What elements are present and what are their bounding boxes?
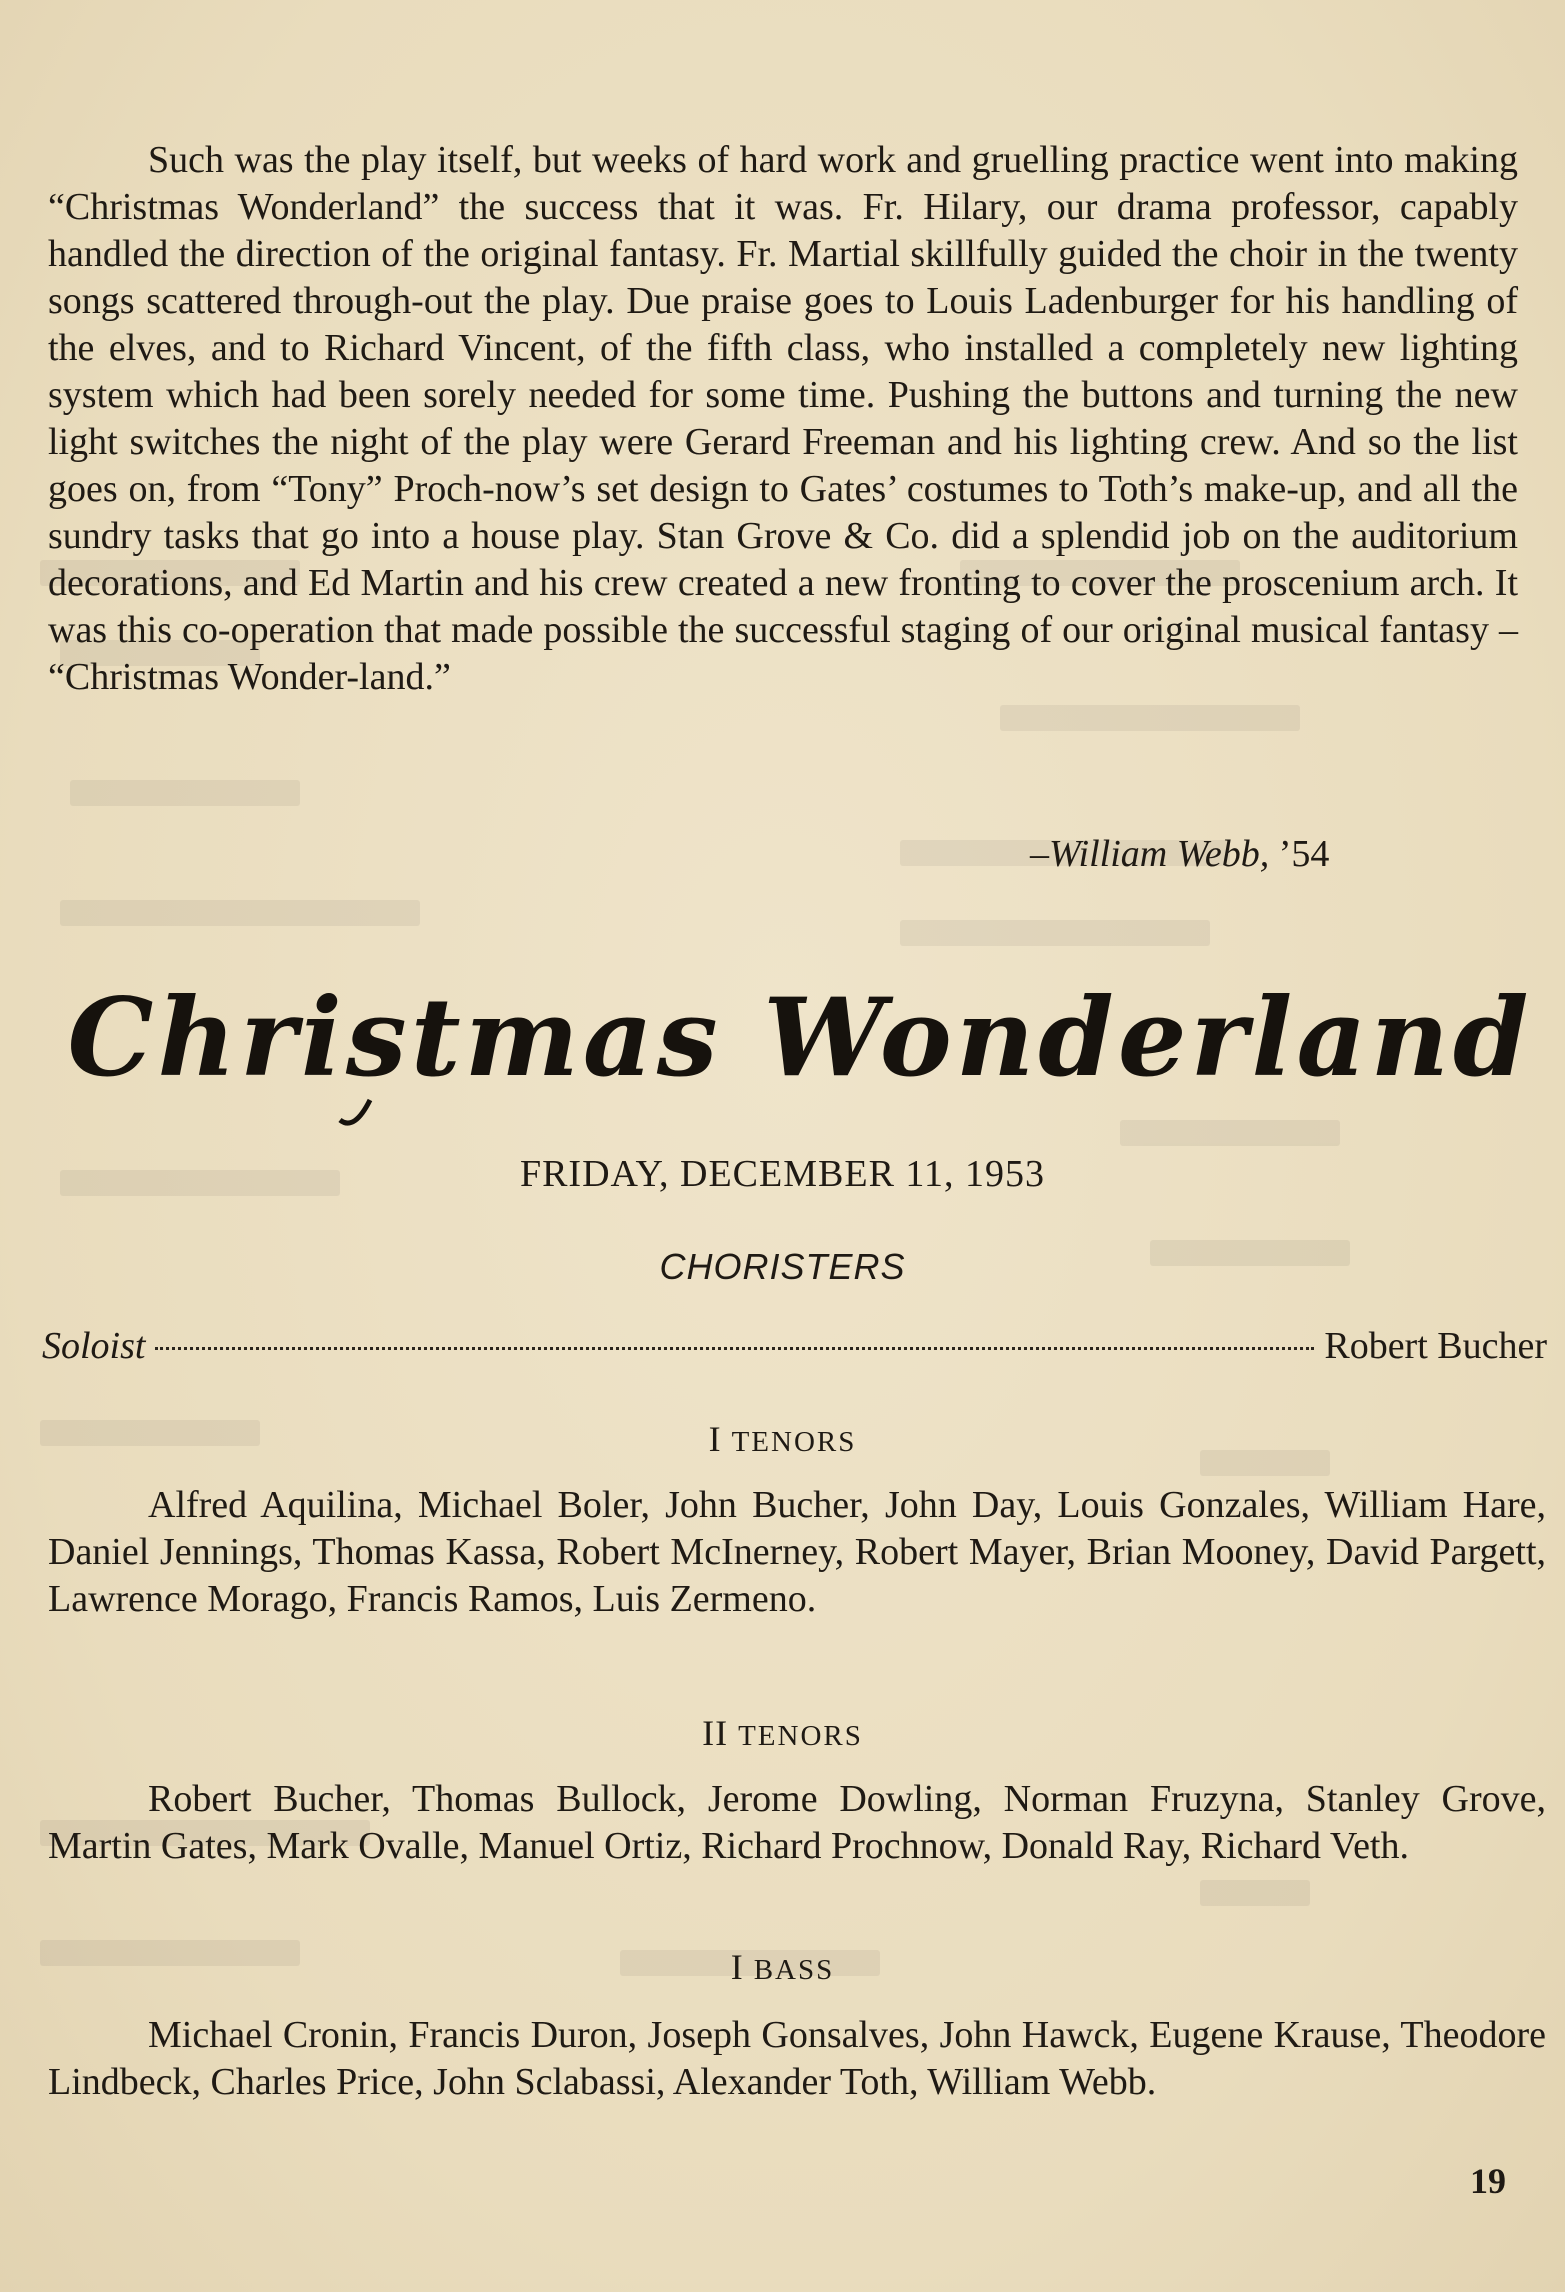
- section-numeral: I: [708, 1419, 722, 1459]
- christmas-wonderland-logo: [67, 960, 1533, 1130]
- second-tenors-list: Robert Bucher, Thomas Bullock, Jerome Dowling, Norman Fruzyna, Stanley Grove, Martin Gates, Mark Ovalle, Manuel Ortiz, Richard Prochnow, Donald Ray, Richard Veth.: [48, 1778, 1546, 1867]
- soloist-row: [42, 1324, 1547, 1368]
- choristers-heading: CHORISTERS: [659, 1246, 906, 1287]
- section-title: BASS: [753, 1954, 835, 1986]
- article-signature: [1030, 832, 1329, 876]
- article-paragraph: Such was the play itself, but weeks of hard work and gruelling practice went into making “Christmas Wonderland” the success that it was. Fr. Hilary, our drama professor, capably handled the direction of the original fantasy. Fr. Martial skillfully guided the choir in the twenty songs scattered through-out the play. Due praise goes to Louis Ladenburger for his handling of the elves, and to Richard Vincent, of the fifth class, who installed a completely new lighting system which had been sorely needed for some time. Pushing the buttons and turning the new light switches the night of the play were Gerard Freeman and his lighting crew. And so the list goes on, from “Tony” Proch-now’s set design to Gates’ costumes to Toth’s make-up, and all the sundry tasks that go into a house play. Stan Grove & Co. did a splendid job on the auditorium decorations, and Ed Martin and his crew created a new fronting to cover the proscenium arch. It was this co-operation that made possible the successful staging of our original musical fantasy – “Christmas Wonder-land.”: [48, 139, 1518, 698]
- page-number: 19: [1470, 2161, 1506, 2201]
- soloist-name: Robert Bucher: [1324, 1325, 1547, 1367]
- dotted-leader: [155, 1347, 1314, 1350]
- soloist-label: Soloist: [42, 1325, 146, 1367]
- logo-flourish: [340, 1100, 370, 1123]
- first-tenors-list: Alfred Aquilina, Michael Boler, John Bucher, John Day, Louis Gonzales, William Hare, Daniel Jennings, Thomas Kassa, Robert McInerney, Robert Mayer, Brian Mooney, David Pargett, Lawrence Morago, Francis Ramos, Luis Zermeno.: [48, 1484, 1546, 1620]
- section-heading-first-tenors: [0, 1418, 1565, 1460]
- signature-name: –William Webb,: [1030, 833, 1270, 875]
- signature-year: ’54: [1278, 833, 1330, 875]
- section-heading-first-bass: [0, 1946, 1565, 1988]
- section-numeral: II: [702, 1713, 729, 1753]
- first-bass-list: Michael Cronin, Francis Duron, Joseph Gonsalves, John Hawck, Eugene Krause, Theodore Lindbeck, Charles Price, John Sclabassi, Alexander Toth, William Webb.: [48, 2014, 1546, 2103]
- section-title: TENORS: [738, 1720, 863, 1752]
- section-heading-second-tenors: [0, 1712, 1565, 1754]
- section-title: TENORS: [731, 1426, 857, 1458]
- logo-title: Christmas Wonderland: [67, 975, 1533, 1101]
- performance-date: FRIDAY, DECEMBER 11, 1953: [519, 1153, 1046, 1195]
- section-numeral: I: [730, 1947, 744, 1987]
